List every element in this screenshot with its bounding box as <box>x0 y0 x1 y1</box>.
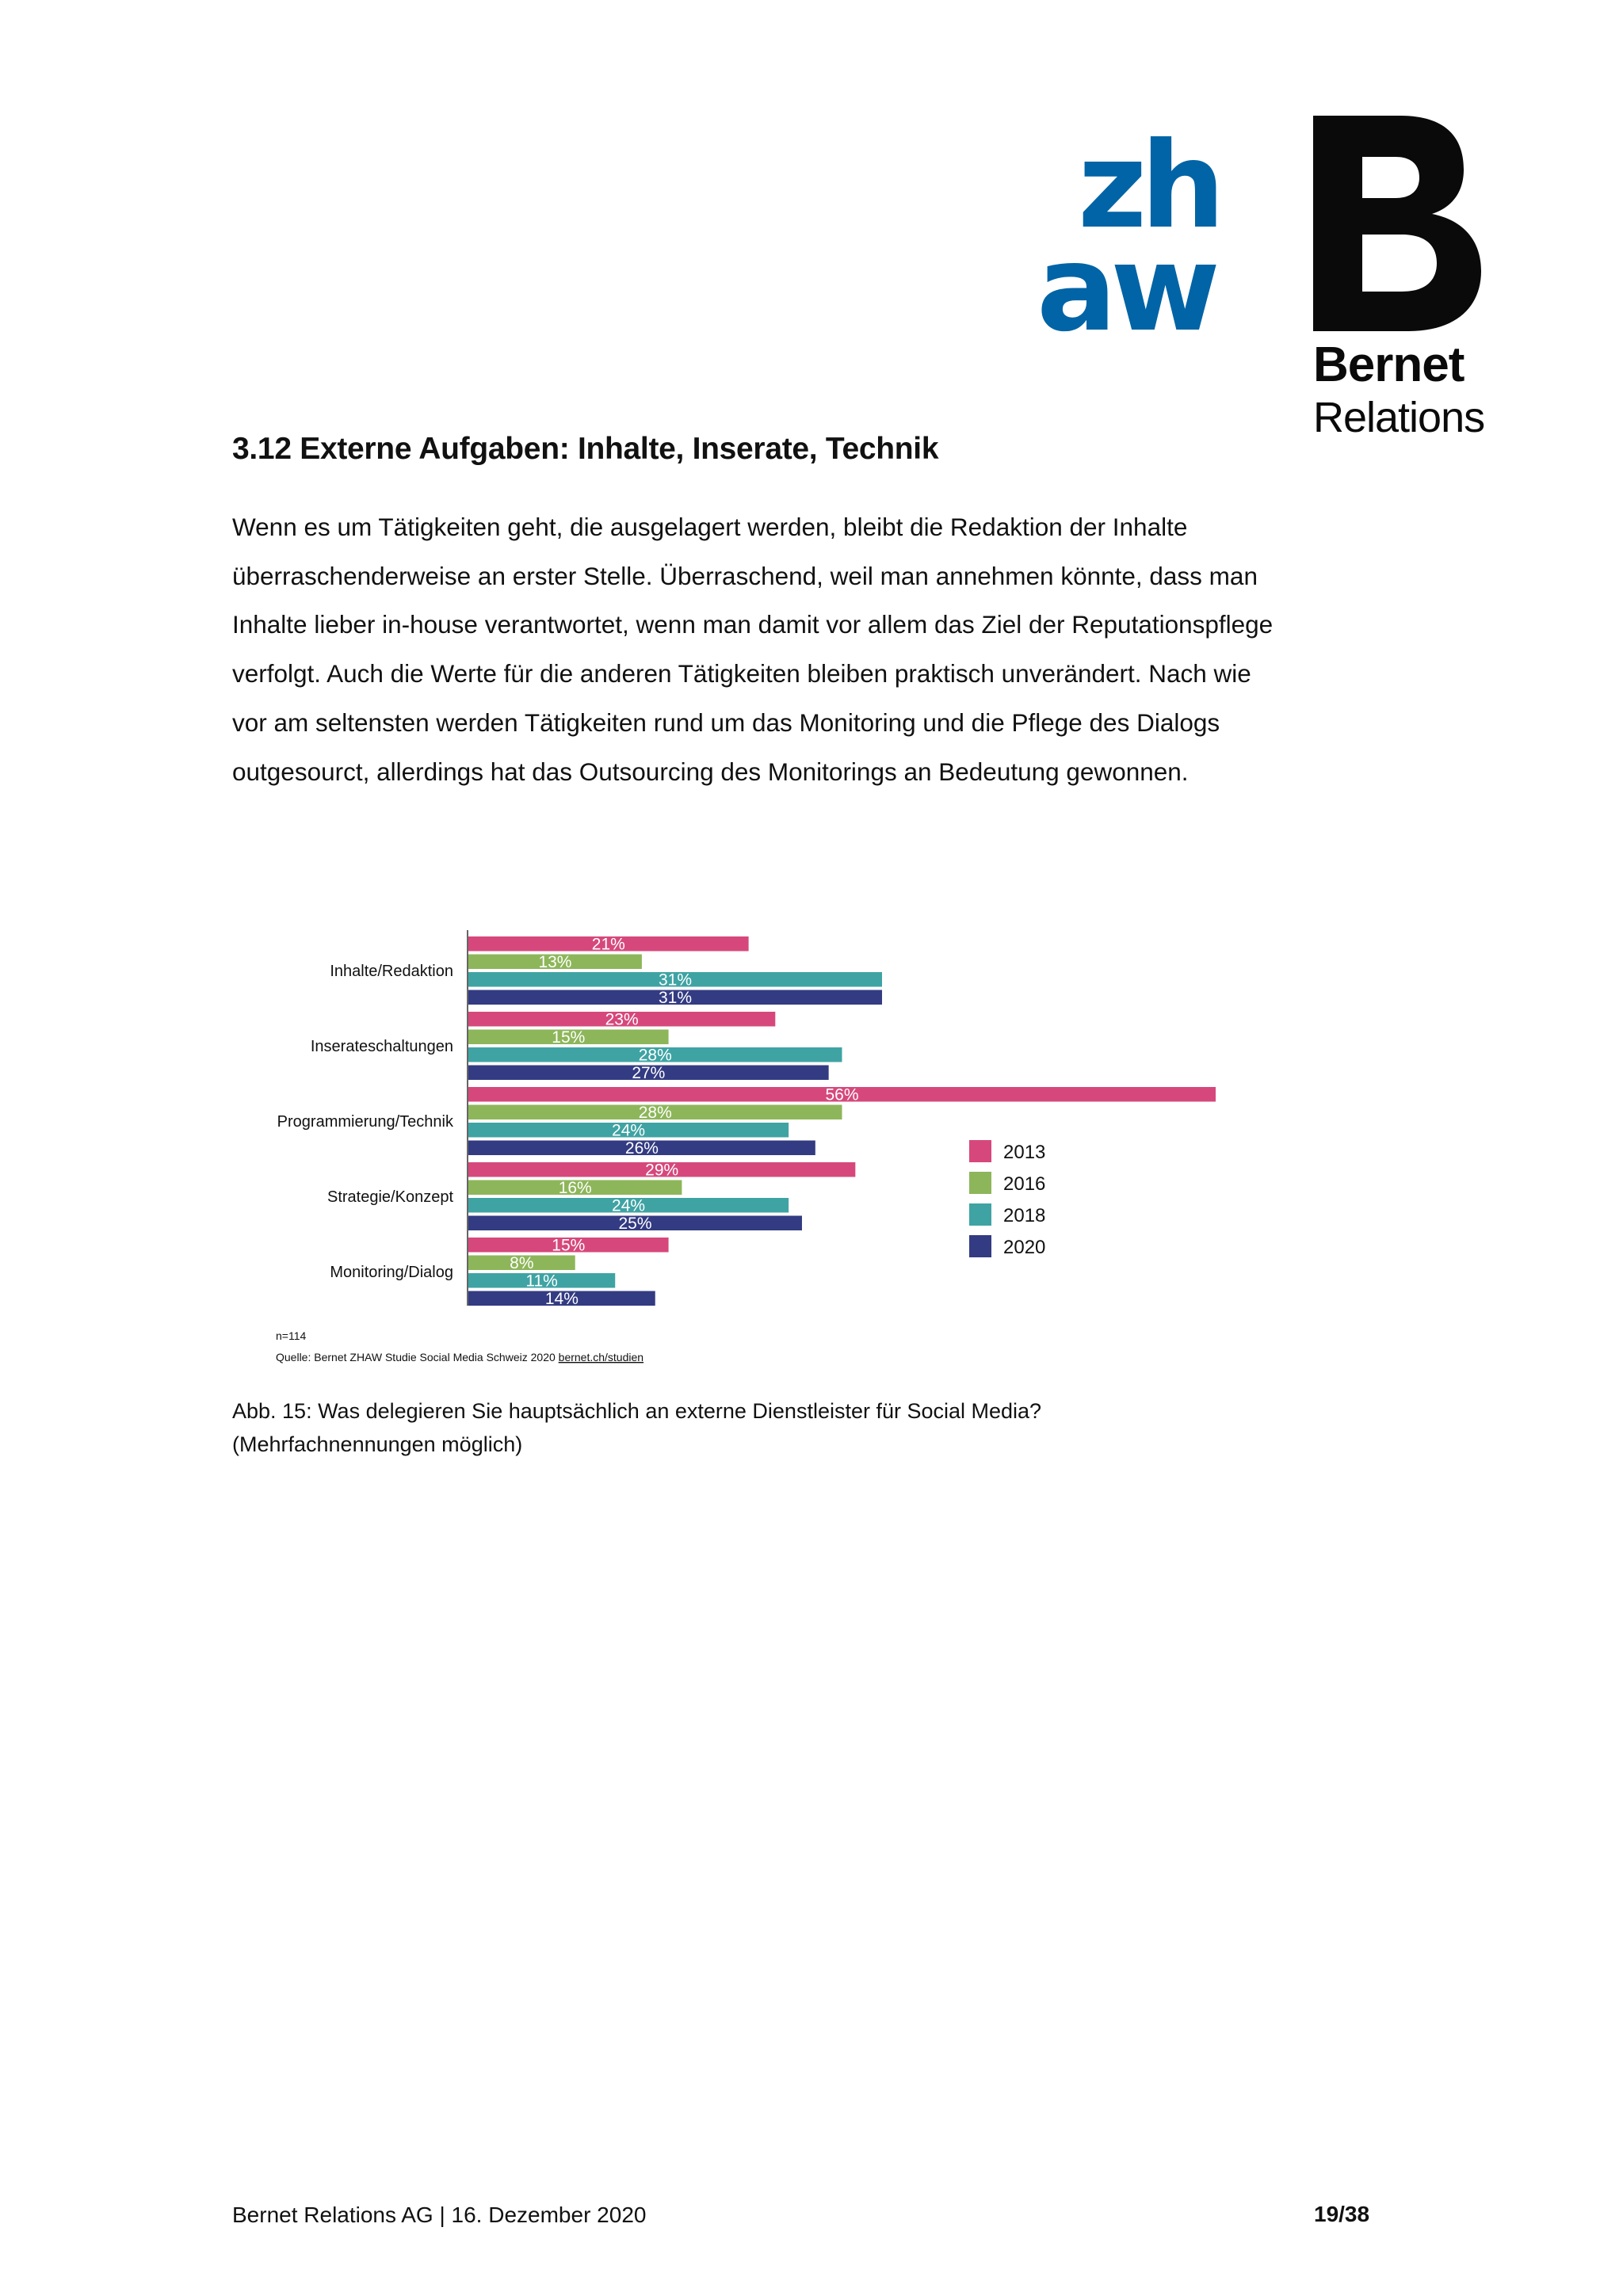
bar-value-label: 31% <box>658 989 693 1007</box>
bar-value-label: 28% <box>638 1046 672 1065</box>
body-paragraph: Wenn es um Tätigkeiten geht, die ausgelagert werden, bleibt die Redaktion der Inhalte überraschenderweise an erster Stelle. Überraschend, weil man annehmen könnte, dass man Inhalte lieber in-house verantwortet, wenn man damit vor allem das Ziel der Reputationspflege verfolgt. Auch die Werte für die anderen Tätigkeiten bleiben praktisch unverändert. Nach wie vor am seltensten werden Tätigkeiten rund um das Monitoring und die Pflege des Dialogs outgesourct, allerdings hat das Outsourcing des Monitorings an Bedeutung gewonnen. <box>232 513 1274 786</box>
legend-label-2020: 2020 <box>1003 1237 1046 1258</box>
bernet-relations-logo <box>1313 116 1487 442</box>
category-label-strategie-konzept: Strategie/Konzept <box>327 1188 453 1206</box>
sample-size-note: n=114 <box>276 1329 307 1342</box>
bar-value-label: 11% <box>525 1272 558 1291</box>
zhaw-logo <box>1037 117 1235 358</box>
figure-caption <box>232 1394 1041 1461</box>
bernet-logo-line2: Relations <box>1313 394 1485 441</box>
bar-value-label: 28% <box>638 1104 672 1122</box>
category-label-programmierung-technik: Programmierung/Technik <box>277 1113 453 1131</box>
footer-company-date: Bernet Relations AG | 16. Dezember 2020 <box>232 2203 647 2227</box>
bar-value-label: 13% <box>538 953 572 971</box>
legend-swatch-2016 <box>969 1172 991 1194</box>
legend-swatch-2013 <box>969 1140 991 1162</box>
bar-value-label: 16% <box>558 1179 592 1197</box>
legend-label-2018: 2018 <box>1003 1205 1046 1226</box>
bernet-b-logo-icon <box>1313 116 1481 331</box>
source-prefix: Quelle: Bernet ZHAW Studie Social Media Schweiz 2020 <box>276 1351 559 1363</box>
bar-chart <box>238 919 1252 1394</box>
bar-value-label: 15% <box>552 1236 586 1255</box>
bar-value-label: 29% <box>645 1161 679 1180</box>
zhaw-logo-line2: aw <box>1037 220 1214 358</box>
bar-chart-svg <box>238 919 1252 1394</box>
bar-value-label: 15% <box>552 1028 586 1047</box>
bar-value-label: 27% <box>632 1064 666 1082</box>
bar-value-label: 21% <box>591 935 625 954</box>
source-note <box>276 1351 643 1363</box>
legend <box>969 1140 1045 1258</box>
bar-value-label: 56% <box>825 1085 859 1104</box>
bar-value-label: 26% <box>624 1139 659 1158</box>
caption-line2: (Mehrfachnennungen möglich) <box>232 1432 523 1456</box>
category-label-monitoring-dialog: Monitoring/Dialog <box>330 1264 453 1281</box>
bar-value-label: 31% <box>658 971 693 990</box>
legend-label-2016: 2016 <box>1003 1173 1046 1195</box>
section-title: 3.12 Externe Aufgaben: Inhalte, Inserate, Technik <box>232 432 939 466</box>
bar-value-label: 25% <box>618 1215 652 1233</box>
zhaw-logo-line1: zh <box>1078 117 1220 255</box>
bar-value-label: 23% <box>605 1010 639 1029</box>
legend-swatch-2020 <box>969 1235 991 1257</box>
bar-value-label: 24% <box>612 1121 646 1140</box>
bar-value-label: 14% <box>544 1290 579 1308</box>
caption-line1: Abb. 15: Was delegieren Sie hauptsächlich an externe Dienstleister für Social Media? <box>232 1399 1042 1423</box>
source-link[interactable]: bernet.ch/studien <box>558 1351 644 1363</box>
legend-swatch-2018 <box>969 1203 991 1226</box>
bar-value-label: 24% <box>612 1196 646 1215</box>
legend-label-2013: 2013 <box>1003 1142 1046 1163</box>
page-number: 19/38 <box>1314 2202 1370 2226</box>
bernet-logo-line1: Bernet <box>1313 338 1465 392</box>
category-label-inserateschaltungen: Inserateschaltungen <box>310 1038 453 1055</box>
category-label-inhalte-redaktion: Inhalte/Redaktion <box>330 963 453 980</box>
bar-value-label: 8% <box>510 1254 534 1272</box>
bar-group <box>277 936 1216 1309</box>
